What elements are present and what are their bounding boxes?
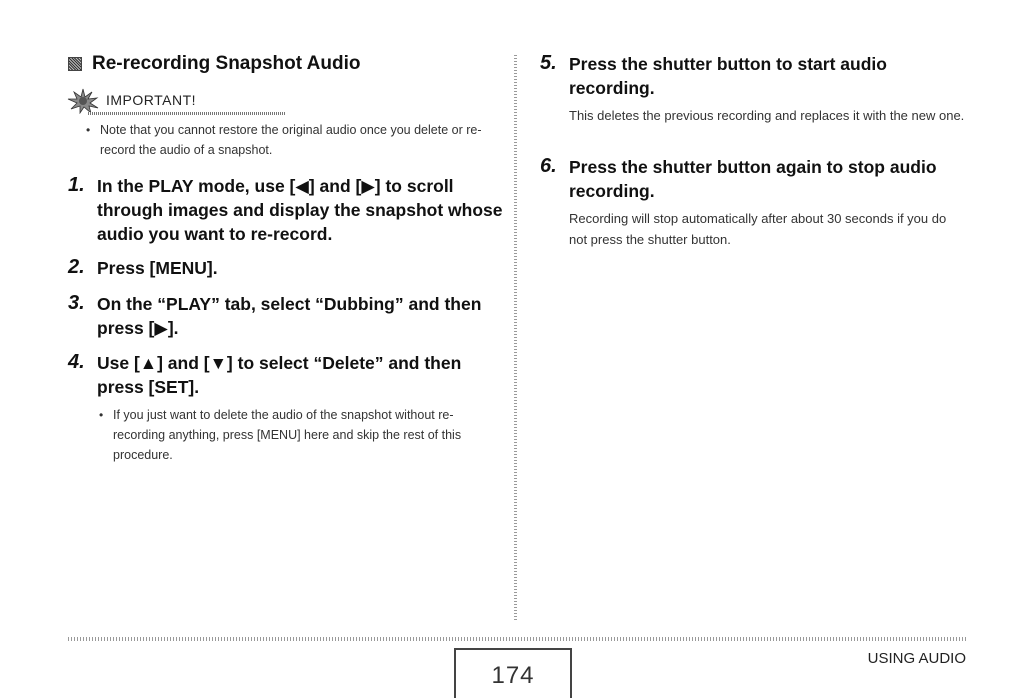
important-note [86, 120, 486, 160]
column-divider [514, 55, 517, 620]
step-number: 3. [68, 292, 85, 314]
step-number: 2. [68, 256, 85, 278]
square-bullet-icon [68, 57, 82, 71]
footer-rule [68, 637, 966, 641]
step-4 [68, 351, 508, 465]
step-bullet: • If you just want to delete the audio of the snapshot without re-recording anything, press [MENU] here and skip the rest of this procedure. [99, 405, 489, 465]
page-number: 174 [491, 662, 535, 689]
step-text: In the PLAY mode, use [◀] and [▶] to scroll through images and display the snapshot whose audio you want to re-record. [97, 176, 503, 244]
chapter-title: USING AUDIO [867, 650, 966, 667]
step-description: This deletes the previous recording and replaces it with the new one. [569, 108, 965, 123]
burst-icon [66, 88, 100, 114]
step-text: On the “PLAY” tab, select “Dubbing” and then press [▶]. [97, 294, 482, 338]
step-number: 6. [540, 155, 557, 177]
note-bullet: • Note that you cannot restore the original audio once you delete or re-record the audio of a snapshot. [86, 120, 486, 160]
step-text: Press the shutter button again to stop audio recording. [569, 157, 937, 201]
important-label: IMPORTANT! [106, 92, 197, 108]
step-6 [540, 155, 965, 250]
step-5 [540, 52, 965, 126]
section-title [68, 53, 360, 75]
step-text: Use [▲] and [▼] to select “Delete” and then press [SET]. [97, 353, 462, 397]
step-1 [68, 174, 508, 246]
step-3 [68, 292, 508, 340]
important-underline [88, 112, 286, 115]
step-number: 1. [68, 174, 85, 196]
step-text: Press [MENU]. [97, 258, 218, 278]
important-callout [66, 88, 231, 114]
step-2 [68, 256, 508, 280]
page-number-box [454, 648, 572, 698]
step-number: 4. [68, 351, 85, 373]
step-number: 5. [540, 52, 557, 74]
step-description: Recording will stop automatically after about 30 seconds if you do not press the shutter button. [569, 211, 947, 247]
section-title-text: Re-recording Snapshot Audio [92, 53, 361, 74]
step-text: Press the shutter button to start audio recording. [569, 54, 887, 98]
